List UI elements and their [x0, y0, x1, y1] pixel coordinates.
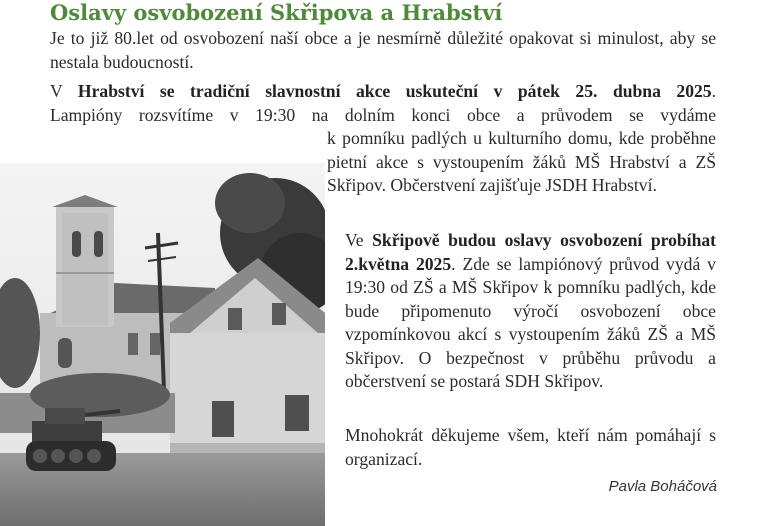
hrabstvi-event-bold: Hrabství se tradiční slavnostní akce uskuteční v pátek 25. dubna 2025 — [77, 81, 712, 101]
hrabstvi-paragraph-lead — [50, 80, 716, 127]
skripov-paragraph — [345, 229, 716, 394]
hrabstvi-line2: Lampióny rozsvítíme v 19:30 na dolním konci obce a průvodem se vydáme — [50, 104, 716, 125]
author-signature: Pavla Boháčová — [608, 478, 717, 495]
skripov-rest: . Zde se lampiónový průvod vydá v 19:30 od ZŠ a MŠ Skřipov k pomníku padlých, kde bude připomenuto výročí osvobození obce vzpomínkovou akcí s vystoupením žáků ZŠ a MŠ Skřipov. O bezpečnost v průběhu průvodu a občerstvení se postará SDH Skřipov. — [345, 253, 716, 391]
skripov-prefix: Ve — [345, 230, 373, 250]
hrabstvi-paragraph-rest: k pomníku padlých u kulturního domu, kde proběhne pietní akce s vystoupením žáků MŠ Hrabství a ZŠ Skřipov. Občerstvení zajišťuje JSDH Hrabství. — [327, 128, 716, 195]
hrabstvi-prefix: V — [50, 81, 78, 101]
thanks-paragraph: Mnohokrát děkujeme všem, kteří nám pomáhají s organizací. — [345, 425, 716, 469]
article-title: Oslavy osvobození Skřipova a Hrabství — [50, 0, 503, 25]
intro-paragraph: Je to již 80.let od osvobození naší obce a je nesmírně důležité opakovat si minulost, aby se nestala budoucností. — [50, 28, 716, 72]
hrabstvi-period: . — [711, 81, 716, 101]
historical-photo — [0, 163, 325, 526]
skripov-event-bold: Skřipově budou oslavy osvobození probíhat 2.května 2025 — [345, 230, 717, 274]
